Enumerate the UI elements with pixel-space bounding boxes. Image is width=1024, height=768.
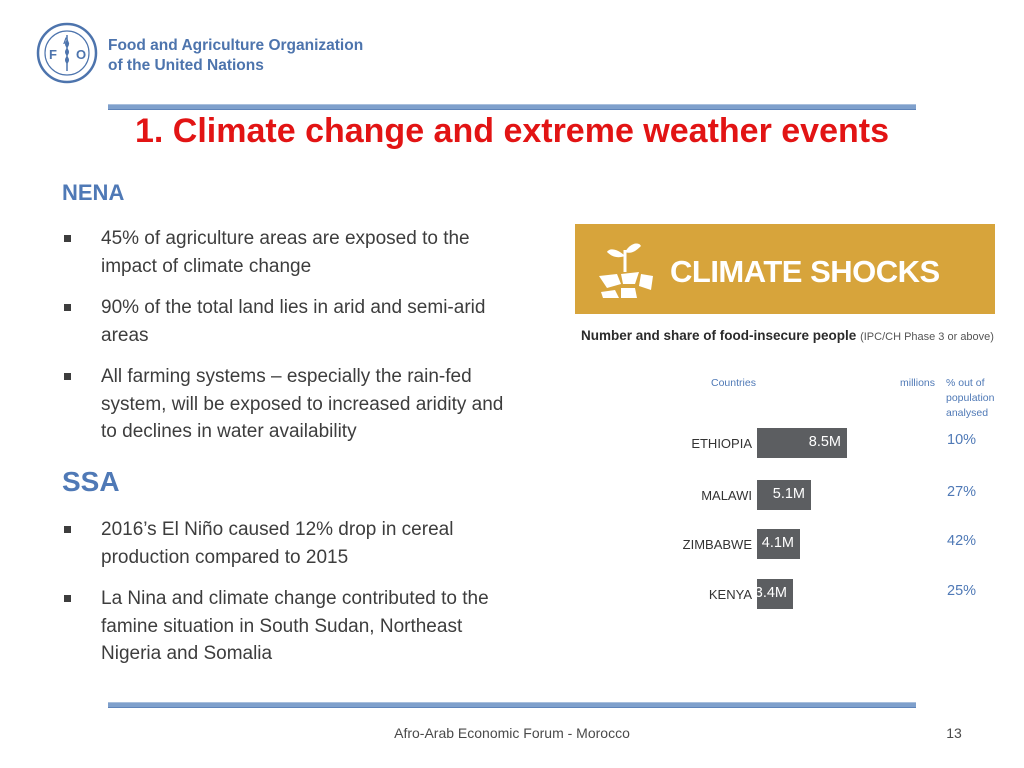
share-value-label: 27% <box>947 484 977 500</box>
bullet-square-icon <box>64 373 71 380</box>
bar-value-label: 8.5M <box>808 434 841 450</box>
bottom-divider <box>108 702 916 708</box>
list-item <box>62 585 522 668</box>
banner-title: CLIMATE SHOCKS <box>670 254 940 289</box>
ssa-bullet-list <box>62 516 522 682</box>
subtitle-note: (IPC/CH Phase 3 or above) <box>860 331 994 343</box>
country-label: KENYA <box>708 587 752 602</box>
svg-text:A: A <box>63 36 70 46</box>
country-label: ZIMBABWE <box>682 537 752 552</box>
fao-logo <box>36 22 366 86</box>
list-item <box>62 363 522 446</box>
share-value-label: 25% <box>947 583 977 599</box>
column-header-millions: millions <box>900 377 936 389</box>
org-name-line2: of the United Nations <box>108 57 264 74</box>
bar-millions <box>757 480 811 510</box>
share-value-label: 10% <box>947 432 977 448</box>
footer-text: Afro-Arab Economic Forum - Morocco <box>394 725 630 741</box>
bullet-square-icon <box>64 235 71 242</box>
page-number: 13 <box>946 725 962 741</box>
bullet-square-icon <box>64 595 71 602</box>
subtitle-main: Number and share of food-insecure people <box>581 328 857 343</box>
bullet-square-icon <box>64 526 71 533</box>
climate-shocks-infographic <box>575 224 995 619</box>
column-header-share: % out of population analysed <box>946 377 995 419</box>
country-label: ETHIOPIA <box>691 436 752 451</box>
fao-emblem-icon <box>36 22 98 84</box>
bullet-text: La Nina and climate change contributed to the famine situation in South Sudan, Northeast Nigeria and Somalia <box>101 588 489 664</box>
infographic-banner <box>575 224 995 314</box>
svg-text:F: F <box>49 47 57 62</box>
bar-value-label: 5.1M <box>772 486 805 502</box>
bullet-text: All farming systems – especially the rain-fed system, will be exposed to increased aridity and to declines in water availability <box>101 366 504 442</box>
share-value-label: 42% <box>947 533 977 549</box>
bar-millions <box>757 529 800 559</box>
bar-millions <box>754 579 793 609</box>
bullet-text: 2016’s El Niño caused 12% drop in cereal production compared to 2015 <box>101 519 454 568</box>
cracked-soil-sprout-icon <box>595 234 655 300</box>
country-label: MALAWI <box>701 488 752 503</box>
top-divider <box>108 104 916 110</box>
list-item <box>62 294 522 349</box>
bullet-square-icon <box>64 304 71 311</box>
bar-millions <box>757 428 847 458</box>
nena-heading: NENA <box>62 180 125 205</box>
bar-value-label: 4.1M <box>761 535 794 551</box>
list-item <box>62 225 522 280</box>
list-item <box>62 516 522 571</box>
svg-text:O: O <box>76 47 87 62</box>
org-name-line1: Food and Agriculture Organization <box>108 37 364 54</box>
slide-title: 1. Climate change and extreme weather events <box>135 112 889 150</box>
ssa-heading: SSA <box>62 466 120 497</box>
bar-value-label: 3.4M <box>754 585 787 601</box>
bullet-text: 90% of the total land lies in arid and semi-arid areas <box>101 297 486 346</box>
infographic-subtitle <box>581 328 994 343</box>
nena-bullet-list <box>62 225 522 460</box>
bullet-text: 45% of agriculture areas are exposed to the impact of climate change <box>101 228 470 277</box>
column-header-countries: Countries <box>711 377 756 389</box>
